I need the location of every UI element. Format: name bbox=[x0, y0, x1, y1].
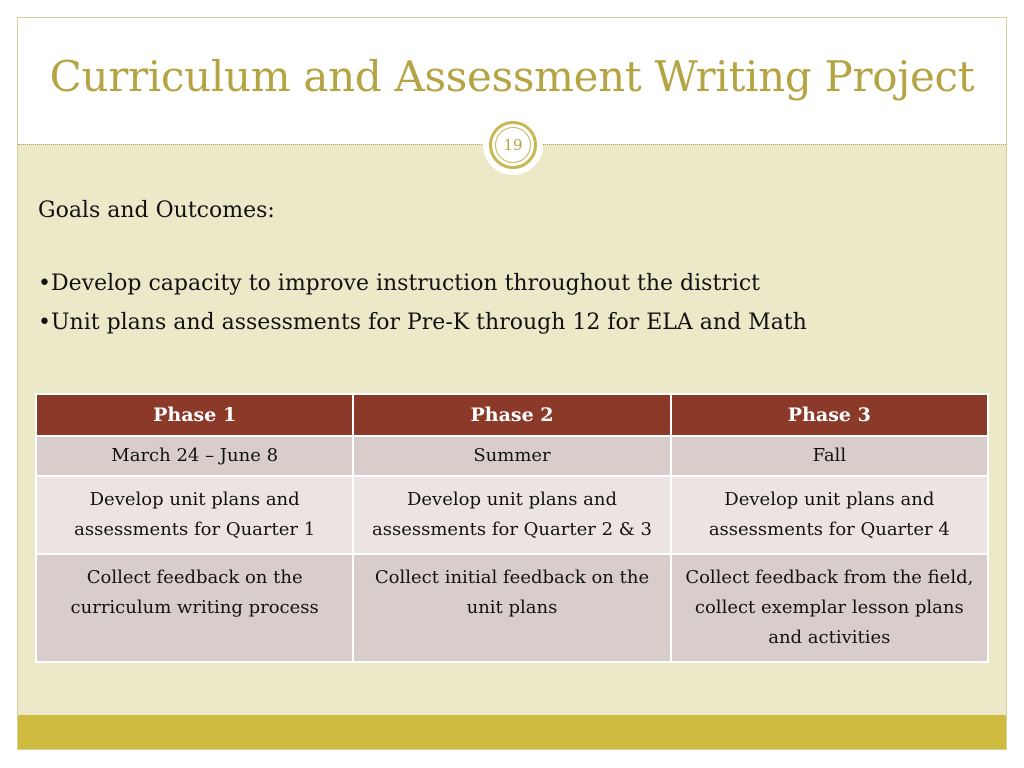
goals-section bbox=[38, 198, 988, 346]
goals-heading: Goals and Outcomes: bbox=[38, 198, 275, 223]
slide-frame bbox=[17, 17, 1007, 750]
table-cell: Collect feedback on the curriculum writing process bbox=[36, 554, 353, 662]
table-cell: Collect feedback from the field, collect exemplar lesson plans and activities bbox=[671, 554, 988, 662]
page-number: 19 bbox=[495, 127, 531, 163]
header-phase-2: Phase 2 bbox=[353, 394, 670, 436]
table-row bbox=[36, 554, 988, 662]
table-row bbox=[36, 476, 988, 554]
goal-text: Develop capacity to improve instruction throughout the district bbox=[50, 271, 761, 296]
table-header-row bbox=[36, 394, 988, 436]
header-phase-3: Phase 3 bbox=[671, 394, 988, 436]
goal-text: Unit plans and assessments for Pre-K through 12 for ELA and Math bbox=[50, 310, 807, 335]
goal-item bbox=[38, 307, 988, 339]
table-cell: March 24 – June 8 bbox=[36, 436, 353, 476]
table-cell: Fall bbox=[671, 436, 988, 476]
table-cell: Summer bbox=[353, 436, 670, 476]
footer-band bbox=[18, 715, 1006, 749]
table-cell: Develop unit plans and assessments for Quarter 2 & 3 bbox=[353, 476, 670, 554]
page-number-badge bbox=[489, 121, 537, 169]
goals-list bbox=[38, 268, 988, 339]
table-cell: Develop unit plans and assessments for Quarter 1 bbox=[36, 476, 353, 554]
table-row bbox=[36, 436, 988, 476]
bullet-marker: • bbox=[38, 310, 51, 335]
goal-item bbox=[38, 268, 988, 300]
phases-table bbox=[35, 393, 989, 663]
bullet-marker: • bbox=[38, 271, 51, 296]
table-cell: Develop unit plans and assessments for Quarter 4 bbox=[671, 476, 988, 554]
header-phase-1: Phase 1 bbox=[36, 394, 353, 436]
table-cell: Collect initial feedback on the unit plans bbox=[353, 554, 670, 662]
slide-title: Curriculum and Assessment Writing Project bbox=[49, 52, 975, 101]
